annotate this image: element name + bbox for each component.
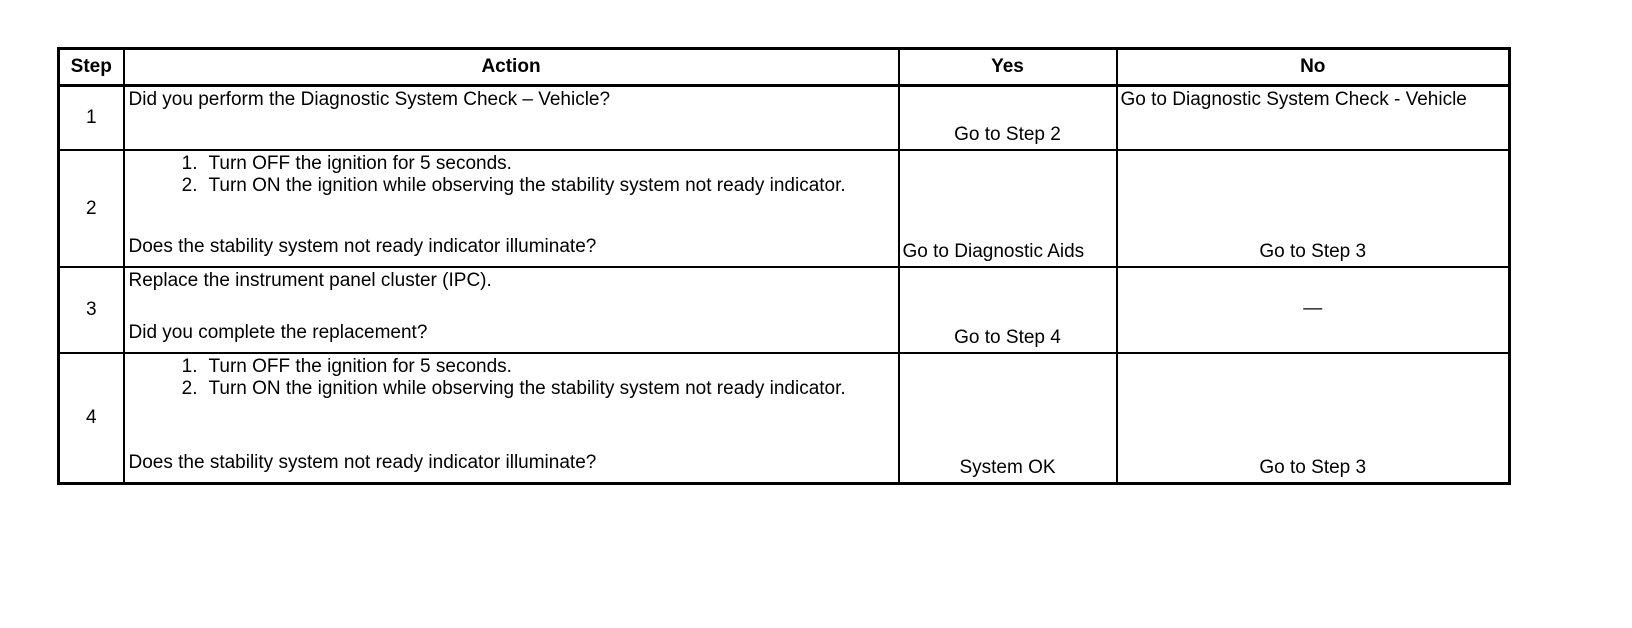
action-question: Did you perform the Diagnostic System Check – Vehicle? <box>128 89 611 110</box>
step-number: 4 <box>59 353 124 484</box>
no-cell: Go to Diagnostic System Check - Vehicle <box>1117 86 1510 151</box>
header-step: Step <box>59 49 124 86</box>
action-question: Did you complete the replacement? <box>128 322 428 343</box>
table-row <box>59 86 1510 151</box>
no-cell: Go to Step 3 <box>1117 353 1510 484</box>
action-question: Does the stability system not ready indicator illuminate? <box>128 452 597 473</box>
action-cell <box>124 86 899 151</box>
no-cell: — <box>1117 267 1510 353</box>
substep: 2. Turn ON the ignition while observing the stability system not ready indicator. <box>181 378 846 399</box>
substep-list <box>129 153 895 197</box>
substep: 2. Turn ON the ignition while observing the stability system not ready indicator. <box>181 175 846 196</box>
step-number: 2 <box>59 150 124 267</box>
action-cell <box>124 150 899 267</box>
table-row <box>59 353 1510 484</box>
yes-cell: System OK <box>899 353 1117 484</box>
yes-cell: Go to Step 2 <box>899 86 1117 151</box>
yes-cell: Go to Step 4 <box>899 267 1117 353</box>
yes-cell: Go to Diagnostic Aids <box>899 150 1117 267</box>
action-cell <box>124 267 899 353</box>
substep-list <box>129 356 895 400</box>
step-number: 3 <box>59 267 124 353</box>
diagnostic-table <box>57 47 1511 485</box>
substep: 1. Turn OFF the ignition for 5 seconds. <box>181 153 512 174</box>
table-row <box>59 267 1510 353</box>
action-cell <box>124 353 899 484</box>
table-row <box>59 150 1510 267</box>
action-question: Does the stability system not ready indicator illuminate? <box>128 236 597 257</box>
step-number: 1 <box>59 86 124 151</box>
action-instruction: Replace the instrument panel cluster (IPC). <box>128 270 492 291</box>
header-yes: Yes <box>899 49 1117 86</box>
no-cell: Go to Step 3 <box>1117 150 1510 267</box>
substep: 1. Turn OFF the ignition for 5 seconds. <box>181 356 512 377</box>
table-header-row <box>59 49 1510 86</box>
header-action: Action <box>124 49 899 86</box>
header-no: No <box>1117 49 1510 86</box>
